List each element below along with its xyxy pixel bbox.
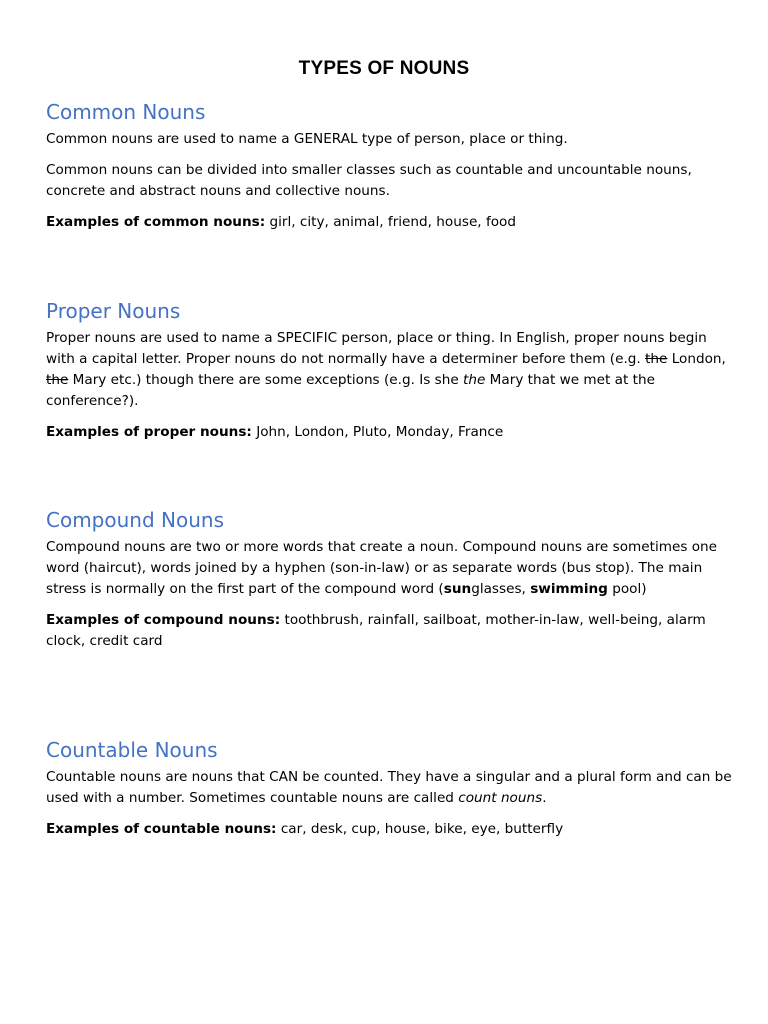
examples-line [46, 819, 736, 840]
struck-word: the [46, 372, 69, 388]
paragraph [46, 767, 736, 809]
italic-word: count nouns [458, 790, 543, 806]
section-heading: Countable Nouns [46, 738, 218, 762]
section-heading: Common Nouns [46, 100, 206, 124]
examples-line [46, 610, 736, 652]
text-run: pool) [612, 581, 647, 597]
text-run: glasses, [471, 581, 526, 597]
paragraph [46, 537, 736, 600]
bold-word: swimming [530, 581, 608, 597]
text-run: Compound nouns are two or more words that create a noun. Compound nouns are sometimes one word (haircut), words joined by a hyphen (son-in-law) or as separate words (bus stop). The main stress is normally on the first part of the compound word ( [46, 539, 718, 597]
text-run: Mary etc.) though there are some exceptions (e.g. Is she [72, 372, 459, 388]
bold-word: sun [443, 581, 472, 597]
paragraph: Common nouns are used to name a GENERAL type of person, place or thing. [46, 131, 568, 147]
section-common-nouns [46, 99, 736, 243]
text-run: . [542, 790, 547, 806]
section-heading: Proper Nouns [46, 299, 181, 323]
examples-line [46, 212, 736, 233]
text-run: Proper nouns are used to name a SPECIFIC person, place or thing. In English, proper nouns begin with a capital letter. Proper nouns do not normally have a determiner before them (e.g. [46, 330, 707, 367]
examples-label: Examples of countable nouns: [46, 821, 277, 837]
examples-label: Examples of compound nouns: [46, 612, 281, 628]
examples-list: car, desk, cup, house, bike, eye, butterfly [280, 821, 564, 837]
examples-label: Examples of common nouns: [46, 214, 266, 230]
italic-word: the [463, 372, 486, 388]
examples-label: Examples of proper nouns: [46, 424, 252, 440]
paragraph: Common nouns can be divided into smaller classes such as countable and uncountable nouns, concrete and abstract nouns and collective nouns. [46, 162, 692, 199]
text-run: Countable nouns are nouns that CAN be counted. They have a singular and a plural form and can be used with a number. Sometimes countable nouns are called [46, 769, 732, 806]
examples-list: girl, city, animal, friend, house, food [269, 214, 516, 230]
text-run: Mary that we met at the conference?). [46, 372, 655, 409]
section-proper-nouns [46, 298, 736, 453]
section-compound-nouns [46, 507, 736, 662]
examples-list: toothbrush, rainfall, sailboat, mother-in-law, well-being, alarm clock, credit card [46, 612, 706, 649]
page-title: TYPES OF NOUNS [298, 58, 470, 79]
examples-list: John, London, Pluto, Monday, France [256, 424, 504, 440]
section-heading: Compound Nouns [46, 508, 224, 532]
examples-line [46, 422, 736, 443]
section-countable-nouns [46, 737, 736, 850]
paragraph [46, 328, 736, 412]
text-run: London, [671, 351, 726, 367]
struck-word: the [645, 351, 668, 367]
